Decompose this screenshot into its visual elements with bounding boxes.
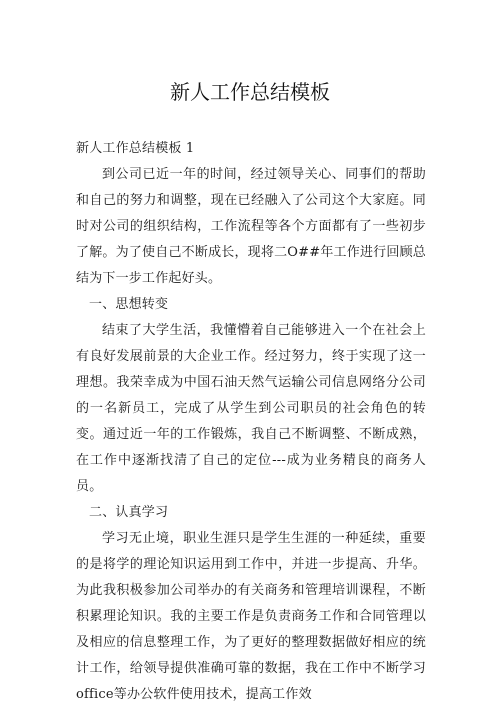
thinking-paragraph: 结束了大学生活，我懂懵着自己能够进入一个在社会上有良好发展前景的大企业工作。经过努力，终于实现了这一理想。我荣幸成为中国石油天然气运输公司信息网络分公司的一名新员工，完成了从学生到公司职员的社会角色的转变。通过近一年的工作锻炼，我自己不断调整、不断成熟，在工作中逐渐找清了自己的定位---成为业务精良的商务人员。 bbox=[76, 323, 426, 494]
document-body bbox=[76, 136, 426, 708]
study-paragraph: 学习无止境，职业生涯只是学生生涯的一种延续，重要的是将学的理论知识运用到工作中，并进一步提高、升华。为此我积极参加公司举办的有关商务和管理培训课程，不断积累理论知识。我的主要工作是负责商务工作和合同管理以及相应的信息整理工作，为了更好的整理数据做好相应的统计工作，给领导提供准确可靠的数据，我在工作中不断学习office等办公软件使用技术，提高工作效 bbox=[76, 531, 426, 702]
intro-paragraph: 到公司已近一年的时间，经过领导关心、同事们的帮助和自己的努力和调整，现在已经融入了公司这个大家庭。同时对公司的组织结构，工作流程等各个方面都有了一些初步了解。为了使自己不断成长，现将二O##年工作进行回顾总结为下一步工作起好头。 bbox=[76, 167, 426, 286]
section-heading-study: 二、认真学习 bbox=[89, 505, 169, 520]
document-title: 新人工作总结模板 bbox=[170, 80, 330, 104]
section-heading-thinking: 一、思想转变 bbox=[89, 297, 169, 312]
document-subtitle: 新人工作总结模板 1 bbox=[76, 141, 195, 156]
